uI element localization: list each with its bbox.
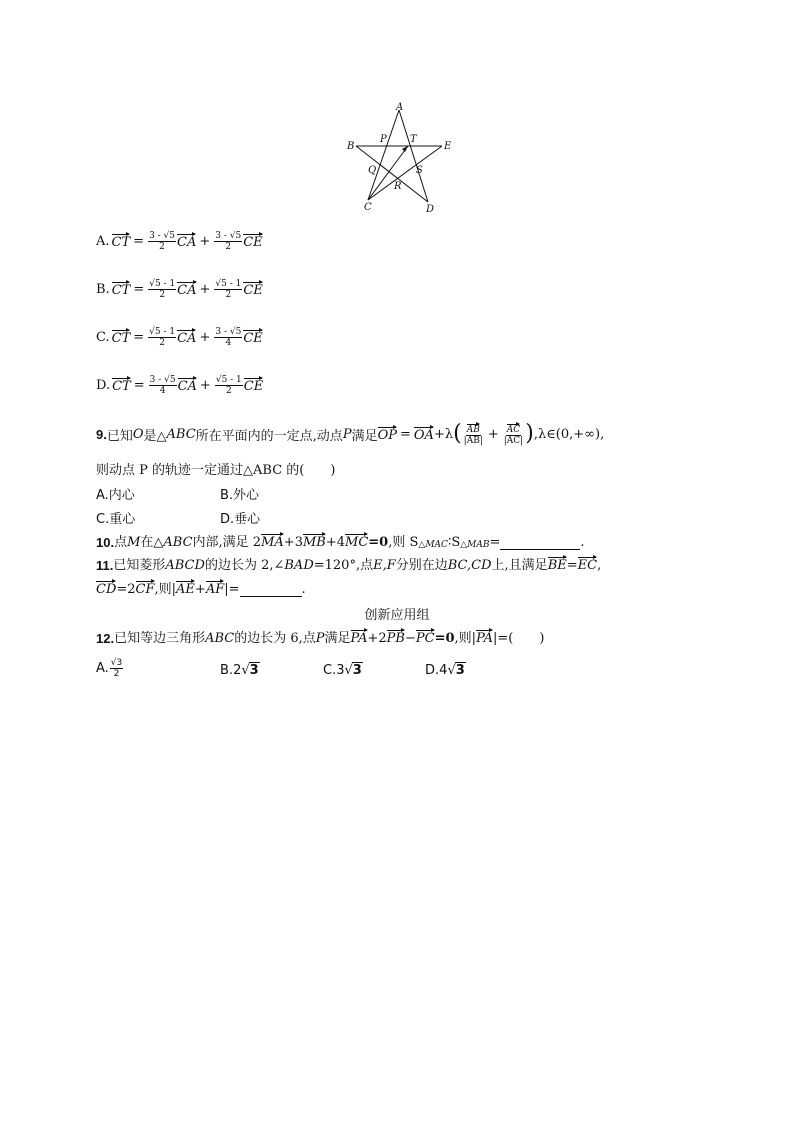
label-E: E [444,141,452,152]
choice-9-c[interactable]: C.重心 [96,512,136,527]
vector-ca: CA [177,280,196,298]
question-9-line-1: 9. 已知 O 是△ ABC 所在平面内的一定点,动点 P 满足 OP = OA +λ ( $\frac{AB}{|AB|}$ + $\frac{AC}{|AC|}$ ) ,λ∈(0,+∞), [96,421,605,446]
label-C: C [364,202,372,213]
coef-2: $\frac{3 - √5}{2}$ [215,230,242,252]
vector-ce: CE [243,232,262,250]
coef-2: $\frac{√5 - 1}{2}$ [215,278,242,300]
question-number: 9. [96,426,107,442]
choice-9-b[interactable]: B.外心 [220,488,260,503]
vector-ce: CE [243,328,262,346]
option-letter: C. [96,329,110,345]
coef-1: $\frac{√5 - 1}{2}$ [149,326,176,348]
pentagram-svg [330,100,460,215]
choice-12-d[interactable]: D.4√3 [425,663,465,678]
unit-vector-ac: $\frac{AC}{|AC|}$ [503,422,524,446]
choice-12-c[interactable]: C.3√3 [323,663,362,678]
label-P: P [380,134,387,145]
question-number: 10. [96,535,115,550]
label-A: A [396,102,404,113]
option-letter: A. [96,233,110,249]
choice-9-a[interactable]: A.内心 [96,488,135,503]
vector-ct: CT [112,280,131,298]
coef-1: $\frac{√5 - 1}{2}$ [149,278,176,300]
section-title: 创新应用组 [364,608,430,623]
question-12: 12. 已知等边三角形 ABC 的边长为 6,点 P 满足 PA +2 PB − PC =0 ,则| PA |=( ) [96,626,544,646]
vector-ct: CT [112,232,131,250]
vector-ce: CE [244,376,263,394]
arrowhead-T [402,146,408,152]
coef-1: $\frac{3 - √5}{2}$ [149,230,176,252]
coef-2: $\frac{3 - √5}{4}$ [215,326,242,348]
option-a[interactable]: A. CT = $\frac{3 - √5}{2}$ CA + $\frac{3 - √5}{2}$ CE [96,230,263,252]
question-11-line-2: CD =2 CF ,则| AE + AF |= . [96,577,306,597]
question-number: 11. [96,558,114,573]
question-11-line-1: 11. 已知菱形 ABCD 的边长为 2,∠ BAD =120°,点 E,F 分别在边 BC,CD 上,且满足 BE = EC , [96,553,601,573]
question-number: 12. [96,631,115,646]
vector-op: OP [378,425,397,443]
vector-ca: CA [178,376,197,394]
answer-blank-11[interactable] [240,584,302,597]
option-letter: D. [96,377,111,393]
coef-2: $\frac{√5 - 1}{2}$ [215,374,242,396]
option-c[interactable]: C. CT = $\frac{√5 - 1}{2}$ CA + $\frac{3 - √5}{4}$ CE [96,326,263,348]
option-b[interactable]: B. CT = $\frac{√5 - 1}{2}$ CA + $\frac{√5 - 1}{2}$ CE [96,278,263,300]
vector-ca: CA [177,232,196,250]
label-Q: Q [368,165,377,176]
coef-1: $\frac{3 - √5}{4}$ [149,374,176,396]
choice-9-d[interactable]: D.垂心 [220,512,261,527]
option-letter: B. [96,281,110,297]
unit-vector-ab: $\frac{AB}{|AB|}$ [463,422,484,446]
label-B: B [347,141,355,152]
vector-ct: CT [112,328,131,346]
question-9-line-2: 则动点 P 的轨迹一定通过△ABC 的( ) [96,463,336,478]
vector-ca: CA [177,328,196,346]
label-D: D [426,204,435,215]
question-10: 10. 点 M 在△ ABC 内部,满足 2 MA +3 MB +4 MC =0 ,则 S △MAC ∶S △MAB = . [96,530,585,550]
line-EC [368,146,442,200]
choice-12-a[interactable]: A. $\frac{√3}{2}$ [96,658,123,679]
vector-ct: CT [112,376,131,394]
choice-12-b[interactable]: B.2√3 [220,663,259,678]
answer-blank-10[interactable] [500,537,580,550]
pentagram-figure [330,100,460,215]
label-T: T [410,134,417,145]
label-S: S [416,165,423,176]
label-R: R [394,181,402,192]
option-d[interactable]: D. CT = $\frac{3 - √5}{4}$ CA + $\frac{√5 - 1}{2}$ CE [96,374,264,396]
vector-ce: CE [243,280,262,298]
line-AD [399,110,428,202]
vector-oa: OA [414,425,434,443]
